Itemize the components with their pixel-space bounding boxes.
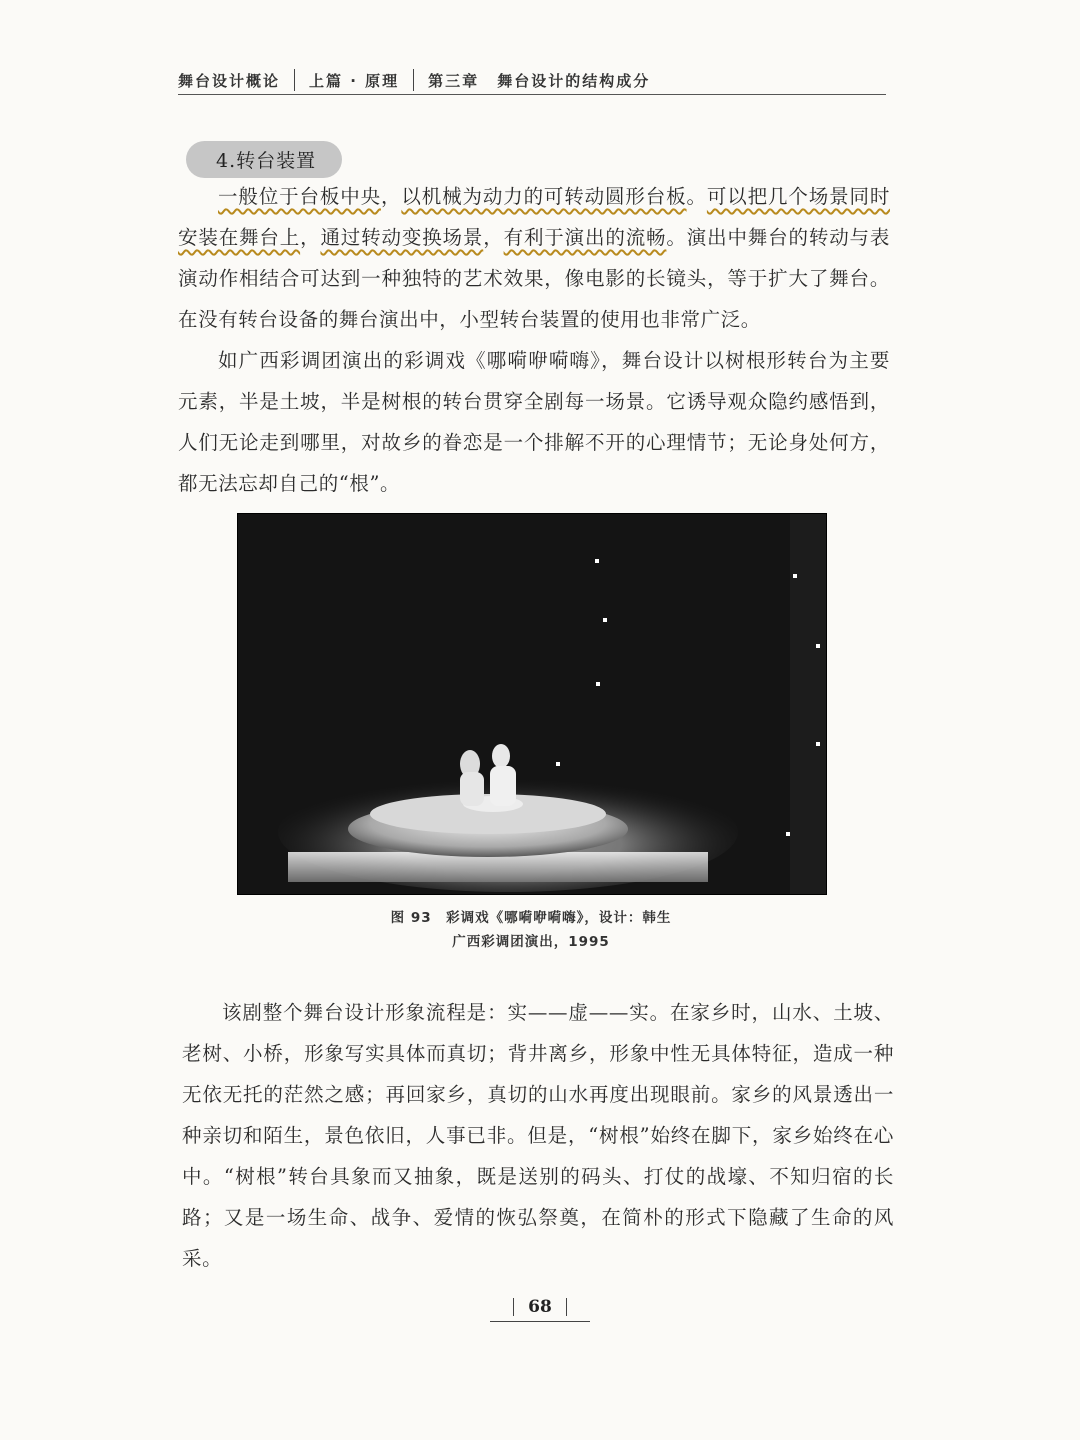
caption-line: 广西彩调团演出，1995 xyxy=(452,934,610,950)
header-divider xyxy=(413,69,414,91)
annotated-phrase: 有利于演出的流畅 xyxy=(503,226,667,249)
annotated-phrase: 一般位于台板中央 xyxy=(218,185,381,208)
annotated-phrase: 通过转动变换场景 xyxy=(320,226,484,249)
caption-line: 图 93 彩调戏《哪嗬咿嗬嗨》，设计：韩生 xyxy=(390,910,672,926)
annotated-phrase: 可以把几个场景同时安装在舞台上 xyxy=(178,185,890,249)
paragraph-text: 。演出中舞台的转动与表演动作相结合可达到一种独特的艺术效果，像电影的长镜头，等于扩大了舞台。在没有转台设备的舞台演出中，小型转台装置的使用也非常广泛。 xyxy=(178,226,890,331)
header-divider xyxy=(294,69,295,91)
paragraph-text: 该剧整个舞台设计形象流程是：实——虚——实。在家乡时，山水、土坡、老树、小桥，形象写实具体而真切；背井离乡，形象中性无具体特征，造成一种无依无托的茫然之感；再回家乡，真切的山水再度出现眼前。家乡的风景透出一种亲切和陌生，景色依旧，人事已非。但是，“树根”始终在脚下，家乡始终在心中。“树根”转台具象而又抽象，既是送别的码头、打仗的战壕、不知归宿的长路；又是一场生命、战争、爱情的恢弘祭奠，在简朴的形式下隐藏了生命的风采。 xyxy=(182,1001,894,1270)
part-title: 上篇 · 原理 xyxy=(309,71,400,90)
figure-caption xyxy=(237,906,825,954)
paragraph-turntable-definition: 一般位于台板中央，以机械为动力的可转动圆形台板。可以把几个场景同时安装在舞台上，通过转动变换场景，有利于演出的流畅。演出中舞台的转动与表演动作相结合可达到一种独特的艺术效果，像电影的长镜头，等于扩大了舞台。在没有转台设备的舞台演出中，小型转台装置的使用也非常广泛。 xyxy=(178,185,890,331)
paragraph-example xyxy=(178,340,890,504)
stage-photo xyxy=(237,513,827,895)
book-title: 舞台设计概论 xyxy=(178,71,281,90)
page-number-divider xyxy=(513,1298,514,1316)
running-header xyxy=(178,66,886,95)
page-number xyxy=(490,1293,590,1322)
chapter-title: 舞台设计的结构成分 xyxy=(497,71,651,90)
chapter-number: 第三章 xyxy=(428,71,480,90)
paragraph-text: 如广西彩调团演出的彩调戏《哪嗬咿嗬嗨》，舞台设计以树根形转台为主要元素，半是土坡，半是树根的转台贯穿全剧每一场景。它诱导观众隐约感悟到，人们无论走到哪里，对故乡的眷恋是一个排解不开的心理情节；无论身处何方，都无法忘却自己的“根”。 xyxy=(178,349,890,495)
annotated-phrase: 以机械为动力的可转动圆形台板 xyxy=(401,185,687,208)
paragraph-design-flow xyxy=(182,992,894,1279)
page-number-divider xyxy=(566,1298,567,1316)
page-number-value: 68 xyxy=(528,1297,552,1317)
section-heading: 4.转台装置 xyxy=(186,141,342,178)
